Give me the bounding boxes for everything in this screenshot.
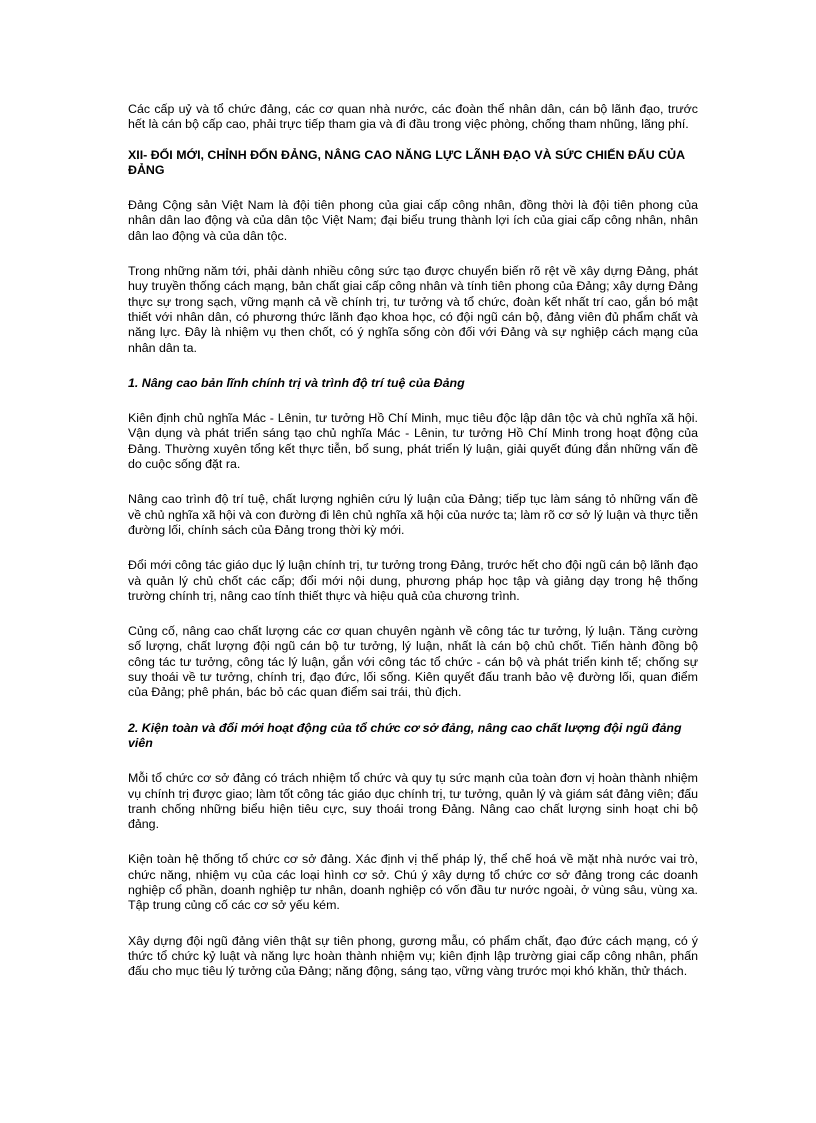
section-paragraph-1: Đảng Cộng sản Việt Nam là đội tiên phong của giai cấp công nhân, đồng thời là đội tiên phong của nhân dân lao động và của dân tộc Việt Nam; đại biểu trung thành lợi ích của giai cấp công nhân, nhân dân lao động và của dân tộc. [128,198,698,243]
subsection-1-paragraph-3: Đổi mới công tác giáo dục lý luận chính trị, tư tưởng trong Đảng, trước hết cho đội ngũ cán bộ lãnh đạo và quản lý chủ chốt các cấp; đổi mới nội dung, phương pháp học tập và giảng dạy trong hệ thống trường chính trị, nâng cao tính thiết thực và hiệu quả của chương trình. [128,558,698,603]
subsection-2-heading: 2. Kiện toàn và đổi mới hoạt động của tổ chức cơ sở đảng, nâng cao chất lượng đội ngũ đảng viên [128,720,682,750]
subsection-1-heading: 1. Nâng cao bản lĩnh chính trị và trình độ trí tuệ của Đảng [128,375,465,390]
subsection-2-paragraph-1: Mỗi tổ chức cơ sở đảng có trách nhiệm tổ chức và quy tụ sức mạnh của toàn đơn vị hoàn thành nhiệm vụ chính trị được giao; làm tốt công tác giáo dục chính trị, tư tưởng, quản lý và giám sát đảng viên; đấu tranh chống những biểu hiện tiêu cực, suy thoái trong Đảng. Nâng cao chất lượng sinh hoạt chi bộ đảng. [128,771,698,832]
subsection-2-paragraph-3: Xây dựng đội ngũ đảng viên thật sự tiên phong, gương mẫu, có phẩm chất, đạo đức cách mạng, có ý thức tổ chức kỷ luật và năng lực hoàn thành nhiệm vụ; kiên định lập trường giai cấp công nhân, phấn đấu cho mục tiêu lý tưởng của Đảng; năng động, sáng tạo, vững vàng trước mọi khó khăn, thử thách. [128,933,698,979]
subsection-2-paragraph-2: Kiện toàn hệ thống tổ chức cơ sở đảng. Xác định vị thế pháp lý, thể chế hoá về mặt nhà nước vai trò, chức năng, nhiệm vụ của các loại hình cơ sở. Chú ý xây dựng tổ chức cơ sở đảng trong các doanh nghiệp cổ phần, doanh nghiệp tư nhân, doanh nghiệp có vốn đầu tư nước ngoài, ở vùng sâu, vùng xa. Tập trung củng cố các cơ sở yếu kém. [128,852,698,913]
document-page [128,102,698,979]
section-heading: XII- ĐỔI MỚI, CHỈNH ĐỐN ĐẢNG, NÂNG CAO NĂNG LỰC LÃNH ĐẠO VÀ SỨC CHIẾN ĐẤU CỦA ĐẢNG [128,147,685,177]
intro-paragraph: Các cấp uỷ và tổ chức đảng, các cơ quan nhà nước, các đoàn thể nhân dân, cán bộ lãnh đạo, trước hết là cán bộ cấp cao, phải trực tiếp tham gia và đi đầu trong việc phòng, chống tham nhũng, lãng phí. [128,102,698,132]
subsection-1-paragraph-2: Nâng cao trình độ trí tuệ, chất lượng nghiên cứu lý luận của Đảng; tiếp tục làm sáng tỏ những vấn đề về chủ nghĩa xã hội và con đường đi lên chủ nghĩa xã hội của nước ta; làm rõ cơ sở lý luận và thực tiễn đường lối, chính sách của Đảng trong thời kỳ mới. [128,492,698,537]
subsection-1-paragraph-4: Củng cố, nâng cao chất lượng các cơ quan chuyên ngành về công tác tư tưởng, lý luận. Tăng cường số lượng, chất lượng đội ngũ cán bộ tư tưởng, lý luận, nhất là cán bộ chủ chốt. Tiến hành đồng bộ công tác tư tưởng, công tác lý luận, gắn với công tác tổ chức - cán bộ và phát triển kinh tế; chống sự suy thoái về tư tưởng, chính trị, đạo đức, lối sống. Kiên quyết đấu tranh bảo vệ đường lối, quan điểm của Đảng; phê phán, bác bỏ các quan điểm sai trái, thù địch. [128,624,698,700]
section-paragraph-2: Trong những năm tới, phải dành nhiều công sức tạo được chuyển biến rõ rệt về xây dựng Đảng, phát huy truyền thống cách mạng, bản chất giai cấp công nhân và tính tiên phong của Đảng; xây dựng Đảng thực sự trong sạch, vững mạnh cả về chính trị, tư tưởng và tổ chức, đoàn kết nhất trí cao, gắn bó mật thiết với nhân dân, có phương thức lãnh đạo khoa học, có đội ngũ cán bộ, đảng viên đủ phẩm chất và năng lực. Đây là nhiệm vụ then chốt, có ý nghĩa sống còn đối với Đảng và sự nghiệp cách mạng của nhân dân ta. [128,264,698,355]
subsection-1-paragraph-1: Kiên định chủ nghĩa Mác - Lênin, tư tưởng Hồ Chí Minh, mục tiêu độc lập dân tộc và chủ nghĩa xã hội. Vận dụng và phát triển sáng tạo chủ nghĩa Mác - Lênin, tư tưởng Hồ Chí Minh trong hoạt động của Đảng. Thường xuyên tổng kết thực tiễn, bổ sung, phát triển lý luận, giải quyết đúng đắn những vấn đề do cuộc sống đặt ra. [128,411,698,472]
